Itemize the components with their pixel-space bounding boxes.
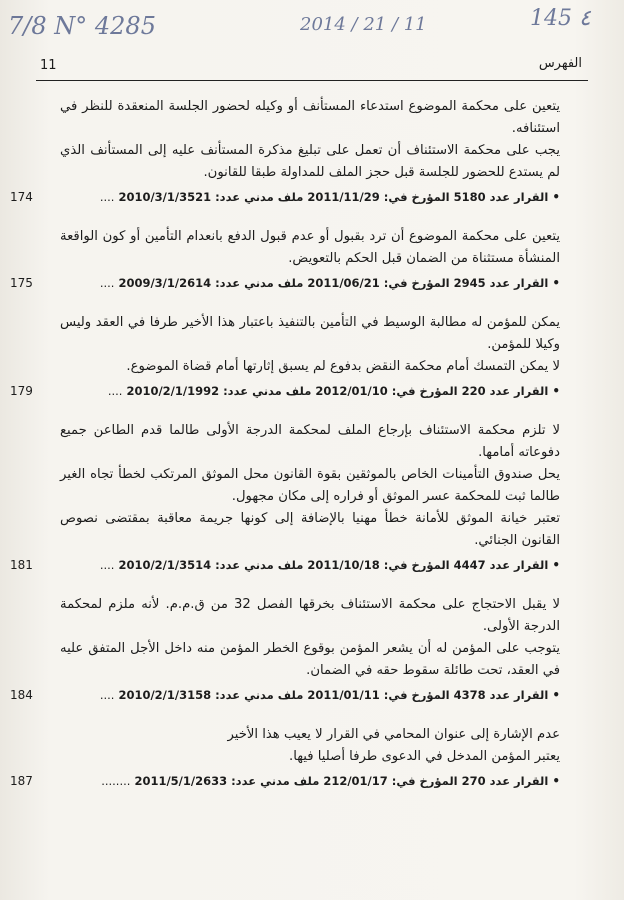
header-title: الفهرس [538,56,582,71]
decision-reference-text: القرار عدد 5180 المؤرخ في: 2011/11/29 ملف مدني عدد: 2010/3/1/3521 [118,190,549,204]
bullet-icon: • [552,558,560,572]
leader-dots: ........ [101,774,131,788]
entry-paragraph: يتعين على محكمة الموضوع استدعاء المستأنف أو وكيله لحضور الجلسة المنعقدة للنظر في استئنافه. [60,99,560,136]
handwritten-number: 145 ٤ [530,6,591,31]
leader-dots: .... [107,384,123,398]
index-content [10,96,560,810]
decision-reference [10,274,560,292]
leader-dots: .... [99,276,115,290]
index-entry [10,420,560,574]
index-entry [10,594,560,704]
entry-paragraph: لا يمكن التمسك أمام محكمة النقض بدفوع لم يسبق إثارتها أمام قضاة الموضوع. [126,359,560,374]
bullet-icon: • [552,774,560,788]
page-header [36,56,588,81]
index-entry [10,312,560,400]
leader-dots: .... [99,190,115,204]
reference-page-number: 187 [10,774,33,788]
entry-paragraph: يعتبر المؤمن المدخل في الدعوى طرفا أصليا فيها. [289,749,560,764]
index-entry [10,724,560,790]
decision-reference-text: القرار عدد 270 المؤرخ في: 212/01/17 ملف مدني عدد: 2011/5/1/2633 [134,774,549,788]
entry-paragraph: عدم الإشارة إلى عنوان المحامي في القرار لا يعيب هذا الأخير [227,727,560,742]
decision-reference-text: القرار عدد 4447 المؤرخ في: 2011/10/18 ملف مدني عدد: 2010/2/1/3514 [118,558,549,572]
reference-page-number: 175 [10,276,33,290]
reference-page-number: 184 [10,688,33,702]
entry-paragraph: لا تلزم محكمة الاستئناف بإرجاع الملف لمحكمة الدرجة الأولى طالما قدم الطاعن جميع دفوعاته أمامها. [60,423,560,460]
handwritten-reference: 7/8 N° 4285 [8,12,156,40]
entry-paragraph: يجب على محكمة الاستئناف أن تعمل على تبليغ مذكرة المستأنف عليه إلى المستأنف الذي لم يستدع للحضور للجلسة قبل حجز الملف للمداولة طبقا للقانون. [60,143,560,180]
decision-reference-text: القرار عدد 220 المؤرخ في: 2012/01/10 ملف مدني عدد: 2010/2/1/1992 [126,384,549,398]
reference-page-number: 179 [10,384,33,398]
entry-paragraph: تعتبر خيانة الموثق للأمانة خطأ مهنيا بالإضافة إلى كونها جريمة معاقبة بمقتضى نصوص القانون الجنائي. [60,511,560,548]
reference-page-number: 174 [10,190,33,204]
entry-paragraph: يمكن للمؤمن له مطالبة الوسيط في التأمين بالتنفيذ باعتبار هذا الأخير طرفا في العقد وليس وكيلا للمؤمن. [60,315,560,352]
bullet-icon: • [552,276,560,290]
handwritten-annotations [0,4,624,48]
decision-reference [10,772,560,790]
index-entry [10,226,560,292]
entry-paragraph: يتعين على محكمة الموضوع أن ترد بقبول أو عدم قبول الدفع بانعدام التأمين أو كون الواقعة المنشأة مستثناة من الضمان قبل الحكم بالتعويض. [60,229,560,266]
decision-reference-text: القرار عدد 2945 المؤرخ في: 2011/06/21 ملف مدني عدد: 2009/3/1/2614 [118,276,549,290]
entry-paragraph: يتوجب على المؤمن له أن يشعر المؤمن بوقوع الخطر المؤمن منه داخل الأجل المتفق عليه في العقد، تحت طائلة سقوط حقه في الضمان. [60,641,560,678]
leader-dots: .... [99,688,115,702]
reference-page-number: 181 [10,558,33,572]
decision-reference [10,188,560,206]
index-entry [10,96,560,206]
entry-paragraph: يحل صندوق التأمينات الخاص بالموثقين بقوة القانون محل الموثق المرتكب لخطأ تجاه الغير طالما ثبت للمحكمة عسر الموثق أو فراره إلى مكان مجهول. [60,467,560,504]
bullet-icon: • [552,688,560,702]
bullet-icon: • [552,384,560,398]
bullet-icon: • [552,190,560,204]
page-number: 11 [40,58,57,73]
decision-reference [10,556,560,574]
handwritten-date: 2014 / 21 / 11 [300,14,427,35]
leader-dots: .... [99,558,115,572]
decision-reference [10,382,560,400]
decision-reference [10,686,560,704]
entry-paragraph: لا يقبل الاحتجاج على محكمة الاستئناف بخرقها الفصل 32 من ق.م.م. لأنه ملزم لمحكمة الدرجة الأولى. [60,597,560,634]
decision-reference-text: القرار عدد 4378 المؤرخ في: 2011/01/11 ملف مدني عدد: 2010/2/1/3158 [118,688,549,702]
